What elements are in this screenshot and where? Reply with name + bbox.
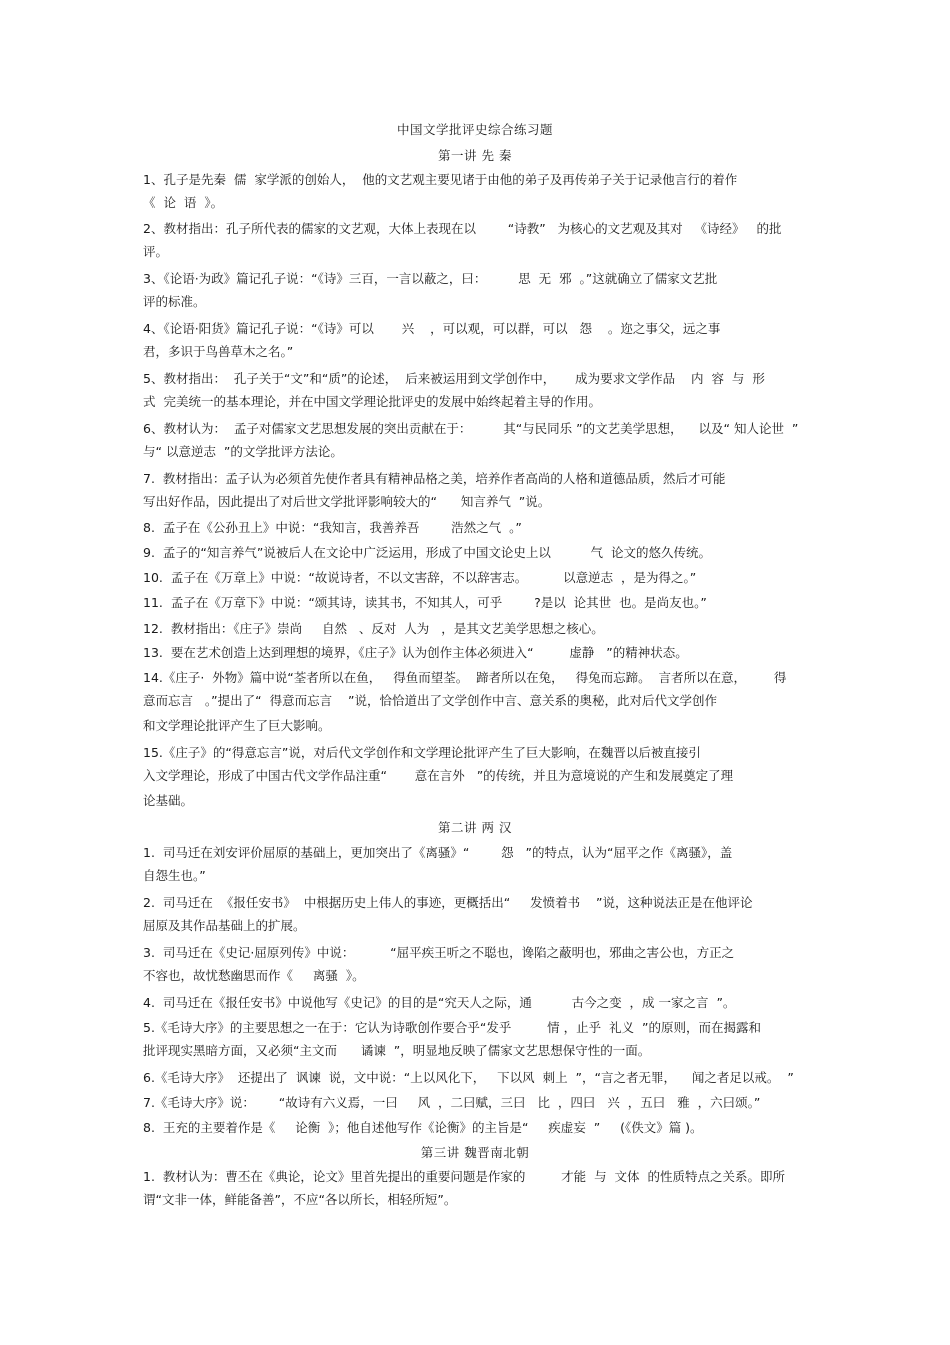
text-line: 6.《毛诗大序》 还提出了 讽谏 说，文中说：“上以风化下， 下以风 刺上 ”，“言之者无罪， 闻之者足以戒。 ” bbox=[143, 1070, 794, 1085]
text-line: 入文学理论，形成了中国古代文学作品注重“ 意在言外 ”的传统，并且为意境说的产生和发展奠定了理 bbox=[143, 768, 734, 783]
text-line: 4. 司马迁在《报任安书》中说他写《史记》的目的是“究天人之际，通 古今之变 ，成 一家之言 ”。 bbox=[143, 995, 736, 1010]
text-line: 14.《庄子· 外物》篇中说“荃者所以在鱼， 得鱼而望荃。 蹄者所以在兔， 得兔而忘蹄。 言者所以在意， 得 bbox=[143, 670, 787, 685]
text-line: 3、《论语·为政》篇记孔子说：“《诗》三百，一言以蔽之，曰： 思 无 邪 。”这就确立了儒家文艺批 bbox=[143, 271, 718, 286]
text-line: 6、教材认为： 孟子对儒家文艺思想发展的突出贡献在于： 其“与民同乐 ”的文艺美学思想， 以及“ 知人论世 ” bbox=[143, 421, 799, 436]
text-line: 谓“文非一体，鲜能备善”，不应“各以所长，相轻所短”。 bbox=[143, 1192, 457, 1207]
text-line: 4、《论语·阳货》篇记孔子说：“《诗》可以 兴 ，可以观，可以群，可以 怨 。迩之事父，远之事 bbox=[143, 321, 721, 336]
text-line: 1. 教材认为：曹丕在《典论，论文》里首先提出的重要问题是作家的 才能 与 文体 的性质特点之关系。即所 bbox=[143, 1169, 785, 1184]
text-line: 写出好作品，因此提出了对后世文学批评影响较大的“ 知言养气 ”说。 bbox=[143, 494, 551, 509]
text-line: 11. 孟子在《万章下》中说：“颂其诗，读其书，不知其人，可乎 ?是以 论其世 也。是尚友也。” bbox=[143, 595, 707, 610]
text-line: 式 完美统一的基本理论，并在中国文学理论批评史的发展中始终起着主导的作用。 bbox=[143, 394, 601, 409]
text-line: 12. 教材指出：《庄子》崇尚 自然 、反对 人为 ，是其文艺美学思想之核心。 bbox=[143, 621, 604, 636]
text-line: 批评现实黑暗方面，又必须“主文而 谲谏 ”，明显地反映了儒家文艺思想保守性的一面。 bbox=[143, 1043, 651, 1058]
text-line: 7.《毛诗大序》说： “故诗有六义焉，一曰 风 ，二曰赋，三曰 比 ，四曰 兴 ，五曰 雅 ，六曰颂。” bbox=[143, 1095, 761, 1110]
text-line: 评的标准。 bbox=[143, 294, 206, 309]
text-line: 8. 王充的主要着作是《 论衡 》；他自述他写作《论衡》的主旨是“ 疾虚妄 ” (《佚文》篇 )。 bbox=[143, 1120, 703, 1135]
text-line: 意而忘言 。”提出了“ 得意而忘言 ”说，恰恰道出了文学创作中言、意关系的奥秘，此对后代文学创作 bbox=[143, 693, 717, 708]
text-line: 8. 孟子在《公孙丑上》中说：“我知言，我善养吾 浩然之气 。” bbox=[143, 520, 522, 535]
text-line: 2、教材指出：孔子所代表的儒家的文艺观，大体上表现在以 “诗教” 为核心的文艺观及其对 《诗经》 的批 bbox=[143, 221, 782, 236]
text-line: 2. 司马迁在 《报任安书》 中根据历史上伟人的事迹，更概括出“ 发愤着书 ”说，这种说法正是在他评论 bbox=[143, 895, 753, 910]
text-line: 1. 司马迁在刘安评价屈原的基础上，更加突出了《离骚》“ 怨 ”的特点，认为“屈平之作《离骚》，盖 bbox=[143, 845, 733, 860]
text-line: 论基础。 bbox=[143, 793, 194, 808]
text-line: 5、教材指出： 孔子关于“文”和“质”的论述， 后来被运用到文学创作中， 成为要求文学作品 内 容 与 形 bbox=[143, 371, 765, 386]
text-line: 不容也，故忧愁幽思而作《 离骚 》。 bbox=[143, 968, 365, 983]
text-line: 与“ 以意逆志 ”的文学批评方法论。 bbox=[143, 444, 343, 459]
text-line: 君，多识于鸟兽草木之名。” bbox=[143, 344, 294, 359]
document-title: 中国文学批评史综合练习题 bbox=[396, 122, 553, 137]
text-line: 1、孔子是先秦 儒 家学派的创始人， 他的文艺观主要见诸于由他的弟子及再传弟子关于记录他言行的着作 bbox=[143, 172, 738, 187]
text-line: 评。 bbox=[143, 244, 169, 259]
text-line: 屈原及其作品基础上的扩展。 bbox=[143, 918, 306, 933]
text-line: 10. 孟子在《万章上》中说：“故说诗者，不以文害辞，不以辞害志。 以意逆志 ，是为得之。” bbox=[143, 570, 697, 585]
text-line: 3. 司马迁在《史记·屈原列传》中说： “屈平疾王听之不聪也，谗陷之蔽明也，邪曲之害公也，方正之 bbox=[143, 945, 735, 960]
section-heading: 第三讲 魏晋南北朝 bbox=[420, 1145, 530, 1160]
text-line: 和文学理论批评产生了巨大影响。 bbox=[143, 718, 331, 733]
section-heading: 第二讲 两 汉 bbox=[438, 820, 512, 835]
text-line: 7. 教材指出：孟子认为必须首先使作者具有精神品格之美，培养作者高尚的人格和道德品质，然后才可能 bbox=[143, 471, 726, 486]
text-line: 13. 要在艺术创造上达到理想的境界，《庄子》认为创作主体必须进入“ 虚静 ”的精神状态。 bbox=[143, 645, 688, 660]
section-heading: 第一讲 先 秦 bbox=[438, 148, 512, 163]
text-line: 自怨生也。” bbox=[143, 868, 206, 883]
text-line: 9. 孟子的“知言养气”说被后人在文论中广泛运用，形成了中国文论史上以 气 论文的悠久传统。 bbox=[143, 545, 712, 560]
text-line: 5.《毛诗大序》的主要思想之一在于：它认为诗歌创作要合乎“发乎 情 ，止乎 礼义 ”的原则，而在揭露和 bbox=[143, 1020, 762, 1035]
text-line: 《 论 语 》。 bbox=[143, 195, 224, 210]
text-line: 15.《庄子》的“得意忘言”说，对后代文学创作和文学理论批评产生了巨大影响，在魏晋以后被直接引 bbox=[143, 745, 701, 760]
